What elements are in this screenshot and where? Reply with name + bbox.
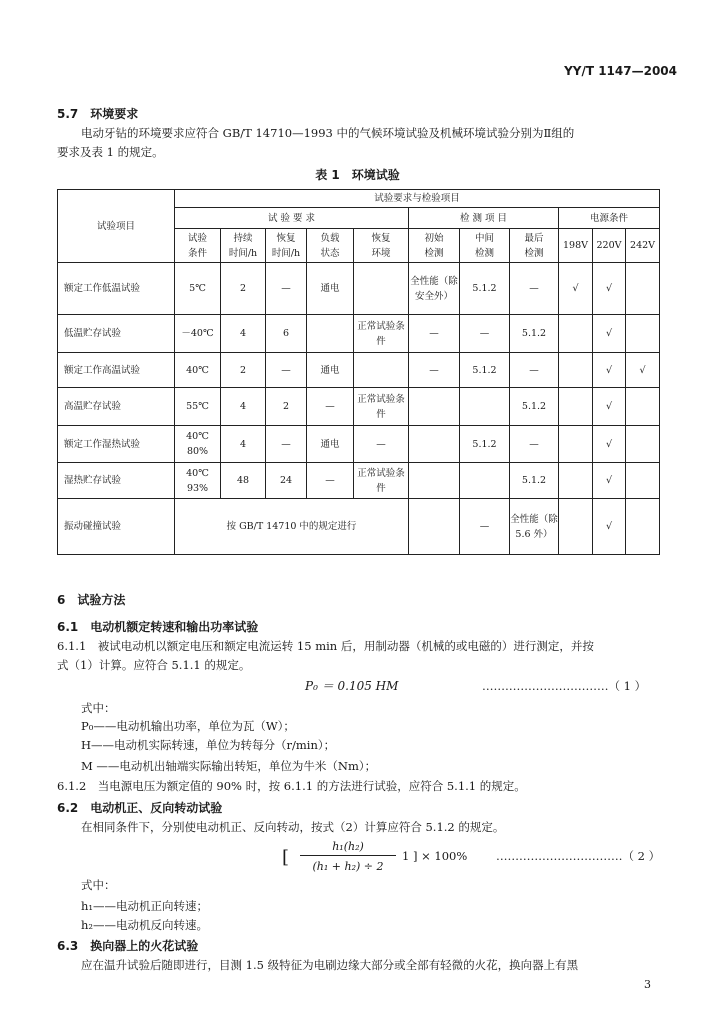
section-5-7-text-line1: 电动牙钻的环境要求应符合 GB/T 14710—1993 中的气候环境试验及机械环境试验分别为Ⅱ组的: [81, 126, 575, 140]
section-6-2-heading: 6.2 电动机正、反向转动试验: [57, 801, 223, 815]
subheader-duration: 持续 时间/h: [221, 229, 266, 263]
section-5-7-text-line2: 要求及表 1 的规定。: [57, 145, 164, 159]
definition-h2: h₂——电动机反向转速。: [81, 918, 209, 932]
formula-1-number: ……………………………（ 1 ）: [482, 679, 647, 693]
subheader-final-check: 最后 检测: [510, 229, 559, 263]
formula-2-left-bracket: [: [282, 847, 290, 868]
header-check-items: 检 测 项 目: [409, 208, 559, 229]
definition-h: H——电动机实际转速，单位为转每分（r/min）；: [81, 738, 336, 752]
table-row: 额定工作低温试验 5℃ 2 — 通电 全性能（除安全外） 5.1.2 — √ √: [58, 263, 660, 315]
section-6-1-heading: 6.1 电动机额定转速和输出功率试验: [57, 620, 259, 634]
formula-2-denominator: (h₁ + h₂) ÷ 2: [312, 860, 384, 873]
table-row: 湿热贮存试验 40℃ 93% 48 24 — 正常试验条件 5.1.2 √: [58, 463, 660, 499]
definition-m: M ——电动机出轴端实际输出转矩，单位为牛米（Nm）；: [81, 759, 377, 773]
subheader-recovery-env: 恢复 环境: [354, 229, 409, 263]
where-label-1: 式中：: [81, 701, 116, 715]
definition-h1: h₁——电动机正向转速；: [81, 899, 209, 913]
formula-2-numerator: h₁(h₂): [300, 838, 396, 856]
subheader-198v: 198V: [559, 229, 593, 263]
section-6-1-2: 6.1.2 当电源电压为额定值的 90% 时，按 6.1.1 的方法进行试验，应符合 5.1.1 的规定。: [57, 779, 526, 793]
header-test-item: 试验项目: [58, 190, 175, 263]
header-test-requirements: 试 验 要 求: [175, 208, 409, 229]
subheader-242v: 242V: [626, 229, 660, 263]
environment-test-table: [57, 189, 660, 555]
table-row: 振动碰撞试验 按 GB/T 14710 中的规定进行 — 全性能（除 5.6 外） √: [58, 499, 660, 555]
header-requirements-and-checks: 试验要求与检验项目: [175, 190, 660, 208]
subheader-initial-check: 初始 检测: [409, 229, 460, 263]
formula-2-number: ……………………………（ 2 ）: [496, 849, 661, 863]
table-row: 高温贮存试验 55℃ 4 2 — 正常试验条件 5.1.2 √: [58, 388, 660, 426]
section-6-2-text: 在相同条件下，分别使电动机正、反向转动，按式（2）计算应符合 5.1.2 的规定。: [81, 820, 505, 834]
section-6-heading: 6 试验方法: [57, 593, 126, 607]
subheader-220v: 220V: [593, 229, 626, 263]
section-5-7-heading: 5.7 环境要求: [57, 107, 139, 121]
table-caption: 表 1 环境试验: [315, 168, 400, 182]
table-row: 额定工作湿热试验 40℃ 80% 4 — 通电 — 5.1.2 — √: [58, 426, 660, 463]
subheader-condition: 试验 条件: [175, 229, 221, 263]
standard-number: YY/T 1147—2004: [564, 64, 677, 78]
section-6-1-1-line1: 6.1.1 被试电动机以额定电压和额定电流运转 15 min 后，用制动器（机械的或电磁的）进行测定，并按: [57, 639, 594, 653]
table-row: 额定工作高温试验 40℃ 2 — 通电 — 5.1.2 — √ √: [58, 353, 660, 388]
table-row: 低温贮存试验 －40℃ 4 6 正常试验条件 — — 5.1.2 √: [58, 315, 660, 353]
page-number: 3: [644, 978, 651, 991]
section-6-1-1-line2: 式（1）计算。应符合 5.1.1 的规定。: [57, 658, 251, 672]
subheader-load-state: 负载 状态: [307, 229, 354, 263]
formula-1: P₀ ＝ 0.105 HM: [305, 679, 399, 693]
definition-p0: P₀——电动机输出功率，单位为瓦（W）；: [81, 719, 295, 733]
subheader-intermediate-check: 中间 检测: [460, 229, 510, 263]
section-6-3-text: 应在温升试验后随即进行，目测 1.5 级特征为电刷边缘大部分或全部有轻微的火花，换向器上有黑: [81, 958, 579, 972]
subheader-recovery-time: 恢复 时间/h: [266, 229, 307, 263]
where-label-2: 式中：: [81, 878, 116, 892]
header-power-conditions: 电源条件: [559, 208, 660, 229]
formula-2-tail: 1 ] × 100%: [402, 849, 468, 863]
section-6-3-heading: 6.3 换向器上的火花试验: [57, 939, 199, 953]
